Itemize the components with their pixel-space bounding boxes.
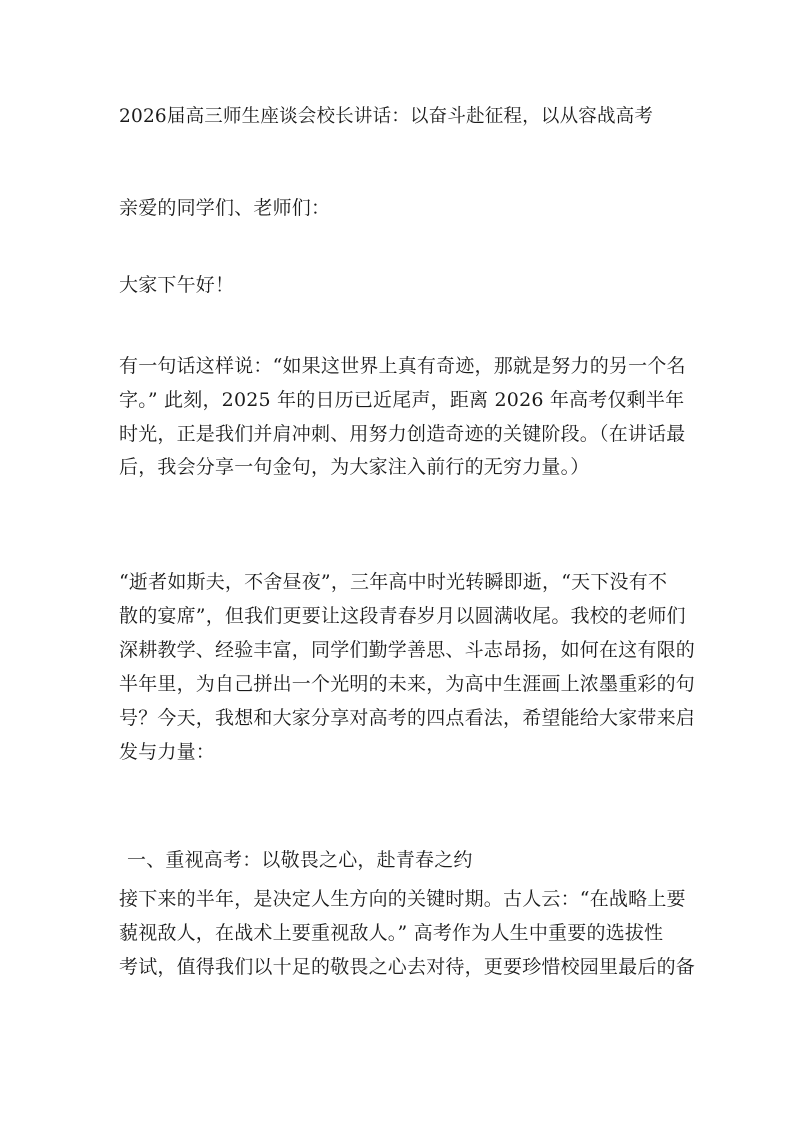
paragraph-line: 有一句话这样说：“如果这世界上真有奇迹，那就是努力的另一个名 [119,355,686,377]
paragraph-line: 散的宴席”，但我们更要让这段青春岁月以圆满收尾。我校的老师们 [119,605,686,627]
document-title: 2026届高三师生座谈会校长讲话：以奋斗赴征程，以从容战高考 [119,106,654,127]
paragraph-line: 深耕教学、经验丰富，同学们勤学善思、斗志昂扬，如何在这有限的 [119,639,696,661]
greeting: 大家下午好！ [119,274,235,296]
section-heading: 一、重视高考：以敬畏之心，赴青春之约 [127,849,473,871]
paragraph-line: 接下来的半年，是决定人生方向的关键时期。古人云：“在战略上要 [119,888,686,910]
paragraph-line: “逝者如斯夫，不舍昼夜”，三年高中时光转瞬即逝，“天下没有不 [119,571,668,593]
paragraph-line: 时光，正是我们并肩冲刺、用努力创造奇迹的关键阶段。（在讲话最 [119,423,686,445]
salutation: 亲爱的同学们、老师们： [119,197,331,219]
paragraph-line: 发与力量： [119,741,216,763]
paragraph-line: 考试，值得我们以十足的敬畏之心去对待，更要珍惜校园里最后的备 [119,956,696,978]
paragraph-line: 藐视敌人，在战术上要重视敌人。” 高考作为人生中重要的选拔性 [119,922,664,944]
paragraph-line: 后，我会分享一句金句，为大家注入前行的无穷力量。） [119,456,590,478]
paragraph-line: 字。” 此刻，2025 年的日历已近尾声，距离 2026 年高考仅剩半年 [119,389,685,411]
paragraph-line: 号？今天，我想和大家分享对高考的四点看法，希望能给大家带来启 [119,707,696,729]
paragraph-line: 半年里，为自己拼出一个光明的未来，为高中生涯画上浓墨重彩的句 [119,673,696,695]
